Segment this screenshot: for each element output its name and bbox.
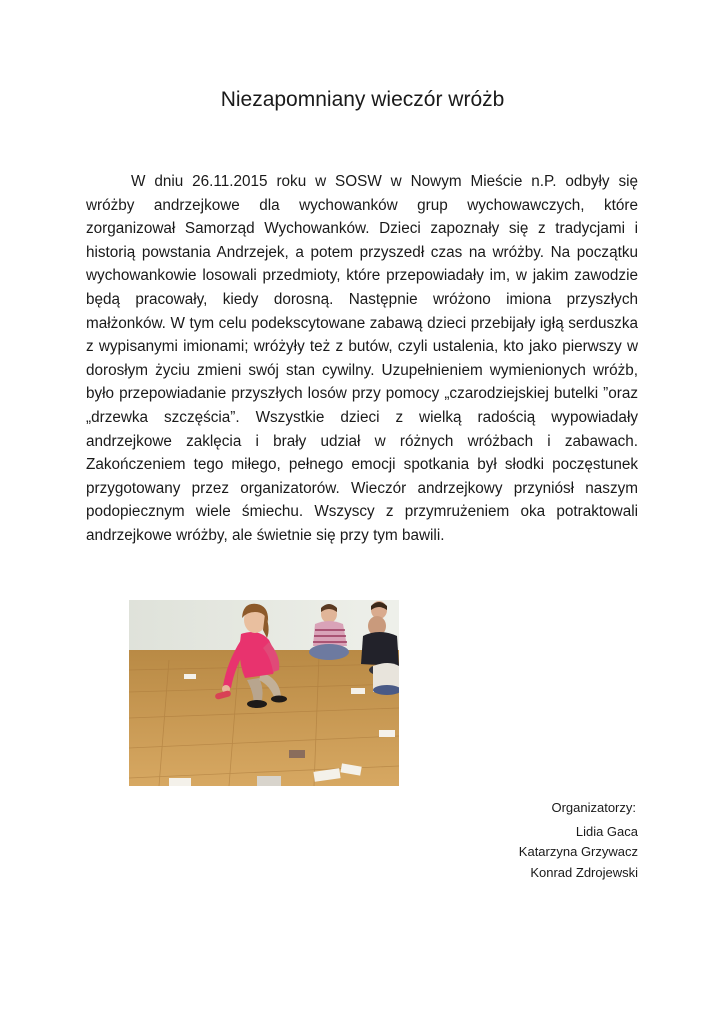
organizers-label: Organizatorzy: (551, 800, 636, 815)
organizer-name: Katarzyna Grzywacz (518, 844, 638, 859)
photo-children-on-floor-icon (129, 600, 399, 786)
organizer-name: Konrad Zdrojewski (530, 864, 638, 880)
event-photo (129, 600, 399, 786)
document-title: Niezapomniany wieczór wróżb (220, 88, 505, 111)
article-body: W dniu 26.11.2015 roku w SOSW w Nowym Mieście n.P. odbyły się wróżby andrzejkowe dla wychowanków grup wychowawczych, które zorganizował Samorząd Wychowanków. Dzieci zapoznały się z tradycjami i historią powstania Andrzejek, a potem przyszedł czas na wróżby. Na początku wychowankowie losowali przedmioty, które przepowiadały im, w jakim zawodzie będą pracowały, kiedy dorosną. Następnie wróżono imiona przyszłych małżonków. W tym celu podekscytowane zabawą dzieci przebijały igłą serduszka z wypisanymi imionami; wróżyły też z butów, czyli ustalenia, kto jako pierwszy w dorosłym życiu zmieni swój stan cywilny. Uzupełnieniem wymienionych wróżb, było przepowiadanie przyszłych losów przy pomocy „czarodziejskiej butelki ”oraz „drzewka szczęścia”. Wszystkie dzieci z wielką radością wypowiadały andrzejkowe zaklęcia i brały udział w różnych wróżbach i zabawach. Zakończeniem tego miłego, pełnego emocji spotkania był słodki poczęstunek przygotowany przez organizatorów. Wieczór andrzejkowy przyniósł naszym podopiecznym wiele śmiechu. Wszyscy z przymrużeniem oka potraktowali andrzejkowe wróżby, ale świetnie się przy tym bawili. (86, 173, 638, 544)
organizer-name: Lidia Gaca (575, 823, 638, 839)
organizers-block (378, 798, 638, 883)
